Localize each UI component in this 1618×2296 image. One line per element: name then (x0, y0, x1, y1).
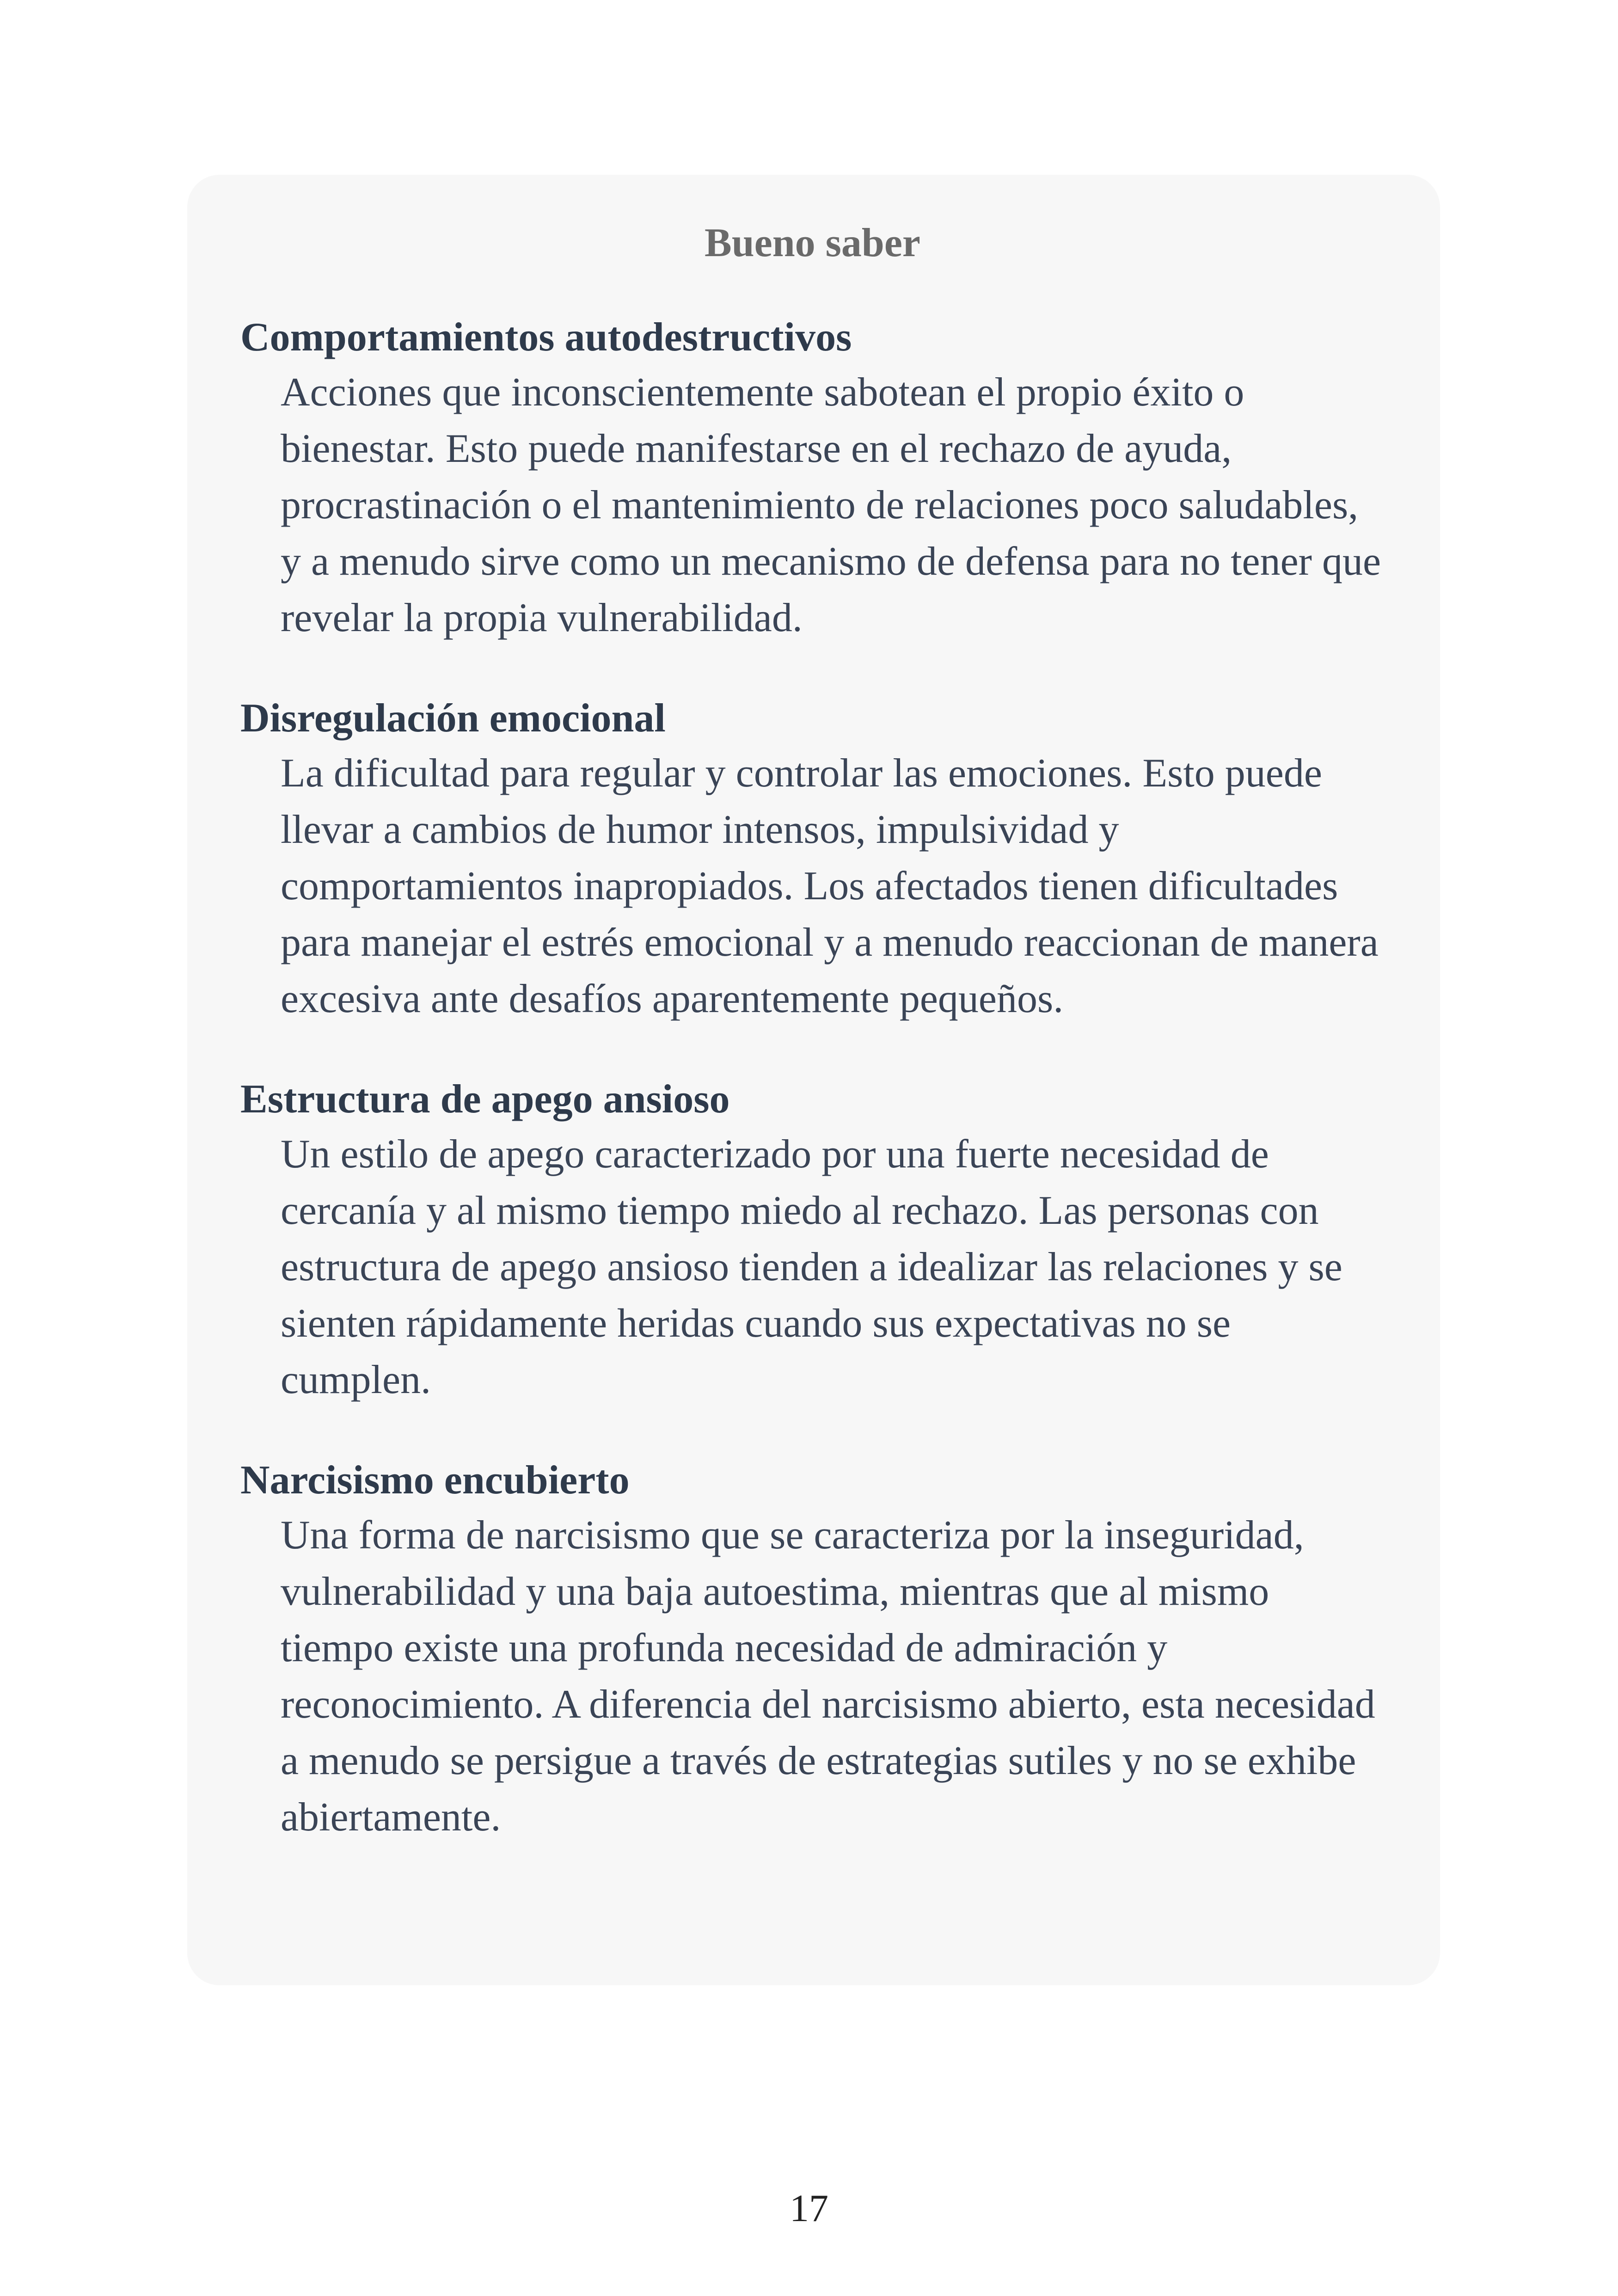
glossary-entry (240, 1076, 1385, 1408)
glossary-term: Estructura de apego ansioso (240, 1076, 730, 1122)
glossary-definition: La dificultad para regular y controlar las emociones. Esto puede llevar a cambios de humor intensos, impulsividad y comportamientos inapropiados. Los afectados tienen dificultades para manejar el estrés emocional y a menudo reaccionan de manera excesiva ante desafíos aparentemente pequeños. (281, 750, 1379, 1021)
glossary-entry (240, 695, 1385, 1027)
glossary-term: Narcisismo encubierto (240, 1458, 630, 1503)
glossary-entry (240, 314, 1385, 646)
glossary-definition: Acciones que inconscientemente sabotean el propio éxito o bienestar. Esto puede manifestarse en el rechazo de ayuda, procrastinación o el mantenimiento de relaciones poco saludables, y a menudo sirve como un mecanismo de defensa para no tener que revelar la propia vulnerabilidad. (281, 369, 1381, 640)
glossary-definition: Una forma de narcisismo que se caracteriza por la inseguridad, vulnerabilidad y una baja autoestima, mientras que al mismo tiempo existe una profunda necesidad de admiración y reconocimiento. A diferencia del narcisismo abierto, esta necesidad a menudo se persigue a través de estrategias sutiles y no se exhibe abiertamente. (281, 1513, 1375, 1840)
glossary-entry (240, 1457, 1385, 1846)
page-number: 17 (790, 2187, 828, 2230)
glossary-definition: Un estilo de apego caracterizado por una fuerte necesidad de cercanía y al mismo tiempo miedo al rechazo. Las personas con estructura de apego ansioso tienden a idealizar las relaciones y se sienten rápidamente heridas cuando sus expectativas no se cumplen. (281, 1132, 1342, 1403)
info-box-title: Bueno saber (705, 221, 920, 265)
glossary-term: Comportamientos autodestructivos (240, 314, 852, 360)
glossary-term: Disregulación emocional (240, 695, 666, 741)
info-box (187, 175, 1440, 1985)
